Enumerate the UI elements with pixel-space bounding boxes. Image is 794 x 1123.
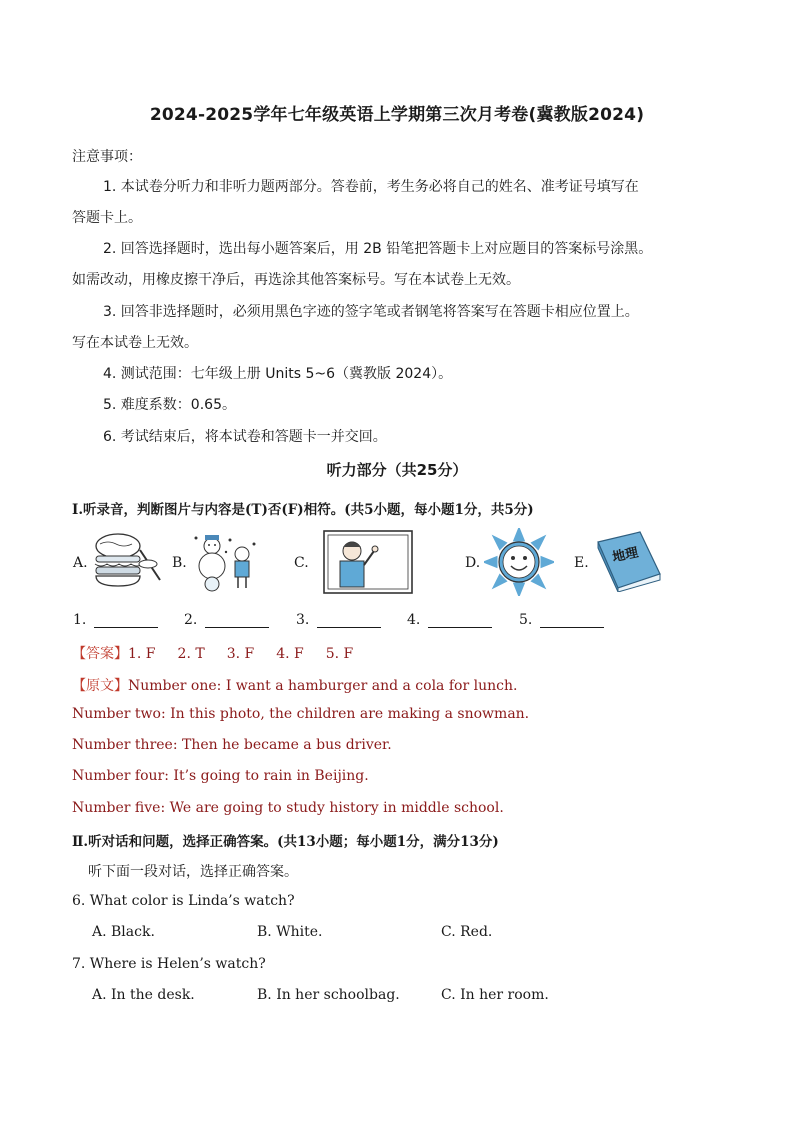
blank-5[interactable]: 5.: [519, 612, 604, 628]
bus-driver-icon: [322, 529, 414, 595]
picture-label-e: E.: [574, 555, 589, 571]
note-line: 2. 回答选择题时，选出每小题答案后，用 2B 铅笔把答题卡上对应题目的答案标号涂黑。: [103, 241, 653, 257]
answer-blanks: [73, 612, 673, 632]
blank-2[interactable]: 2.: [184, 612, 269, 628]
q7-option-b[interactable]: B. In her schoolbag.: [257, 987, 400, 1003]
q7-option-a[interactable]: A. In the desk.: [92, 987, 195, 1003]
answer-item: 5. F: [325, 646, 354, 662]
part1-heading: Ⅰ.听录音，判断图片与内容是(T)否(F)相符。(共5小题，每小题1分，共5分): [72, 502, 534, 518]
script-line: 【原文】Number one: I want a hamburger and a cola for lunch.: [72, 678, 518, 694]
geography-book-icon: [596, 530, 662, 592]
script-tag: 【原文】: [72, 678, 128, 694]
q7-option-c[interactable]: C. In her room.: [441, 987, 549, 1003]
answer-item: 2. T: [177, 646, 205, 662]
picture-label-c: C.: [294, 555, 309, 571]
answer-item: 3. F: [226, 646, 255, 662]
note-line: 6. 考试结束后，将本试卷和答题卡一并交回。: [103, 429, 387, 445]
picture-label-a: A.: [73, 555, 88, 571]
answer-line: [72, 643, 375, 663]
part2-instruction: 听下面一段对话，选择正确答案。: [88, 864, 298, 880]
answer-tag: 【答案】: [72, 646, 128, 662]
q6-option-c[interactable]: C. Red.: [441, 924, 493, 940]
note-line: 写在本试卷上无效。: [72, 335, 198, 351]
question-6: 6. What color is Linda’s watch?: [72, 893, 295, 909]
notes-heading: 注意事项：: [72, 149, 142, 165]
exam-title: 2024-2025学年七年级英语上学期第三次月考卷(冀教版2024): [149, 105, 645, 125]
note-line: 1. 本试卷分听力和非听力题两部分。答卷前，考生务必将自己的姓名、准考证号填写在: [103, 179, 639, 195]
snowman-children-icon: [190, 532, 262, 592]
note-line: 如需改动，用橡皮擦干净后，再选涂其他答案标号。写在本试卷上无效。: [72, 272, 520, 288]
script-line: Number five: We are going to study history in middle school.: [72, 800, 504, 816]
blank-1[interactable]: 1.: [73, 612, 158, 628]
note-line: 答题卡上。: [72, 210, 142, 226]
note-line: 5. 难度系数：0.65。: [103, 397, 236, 413]
sun-icon: [484, 528, 554, 596]
listening-section-heading: 听力部分（共25分）: [326, 461, 468, 479]
picture-label-d: D.: [465, 555, 481, 571]
hamburger-cola-icon: [90, 530, 164, 592]
answer-item: 4. F: [276, 646, 304, 662]
blank-3[interactable]: 3.: [296, 612, 381, 628]
script-line: Number three: Then he became a bus driver.: [72, 737, 392, 753]
note-line: 4. 测试范围：七年级上册 Units 5~6（冀教版 2024）。: [103, 366, 453, 382]
book-title-text: 地理: [611, 545, 640, 566]
question-7: 7. Where is Helen’s watch?: [72, 956, 266, 972]
answer-item: 1. F: [128, 646, 156, 662]
script-line: Number two: In this photo, the children are making a snowman.: [72, 706, 530, 722]
part2-heading: Ⅱ.听对话和问题，选择正确答案。(共13小题；每小题1分，满分13分): [72, 834, 499, 850]
picture-label-b: B.: [172, 555, 187, 571]
note-line: 3. 回答非选择题时，必须用黑色字迹的签字笔或者钢笔将答案写在答题卡相应位置上。: [103, 304, 639, 320]
script-line: Number four: It’s going to rain in Beijing.: [72, 768, 369, 784]
blank-4[interactable]: 4.: [407, 612, 492, 628]
q6-option-b[interactable]: B. White.: [257, 924, 323, 940]
q6-option-a[interactable]: A. Black.: [92, 924, 155, 940]
